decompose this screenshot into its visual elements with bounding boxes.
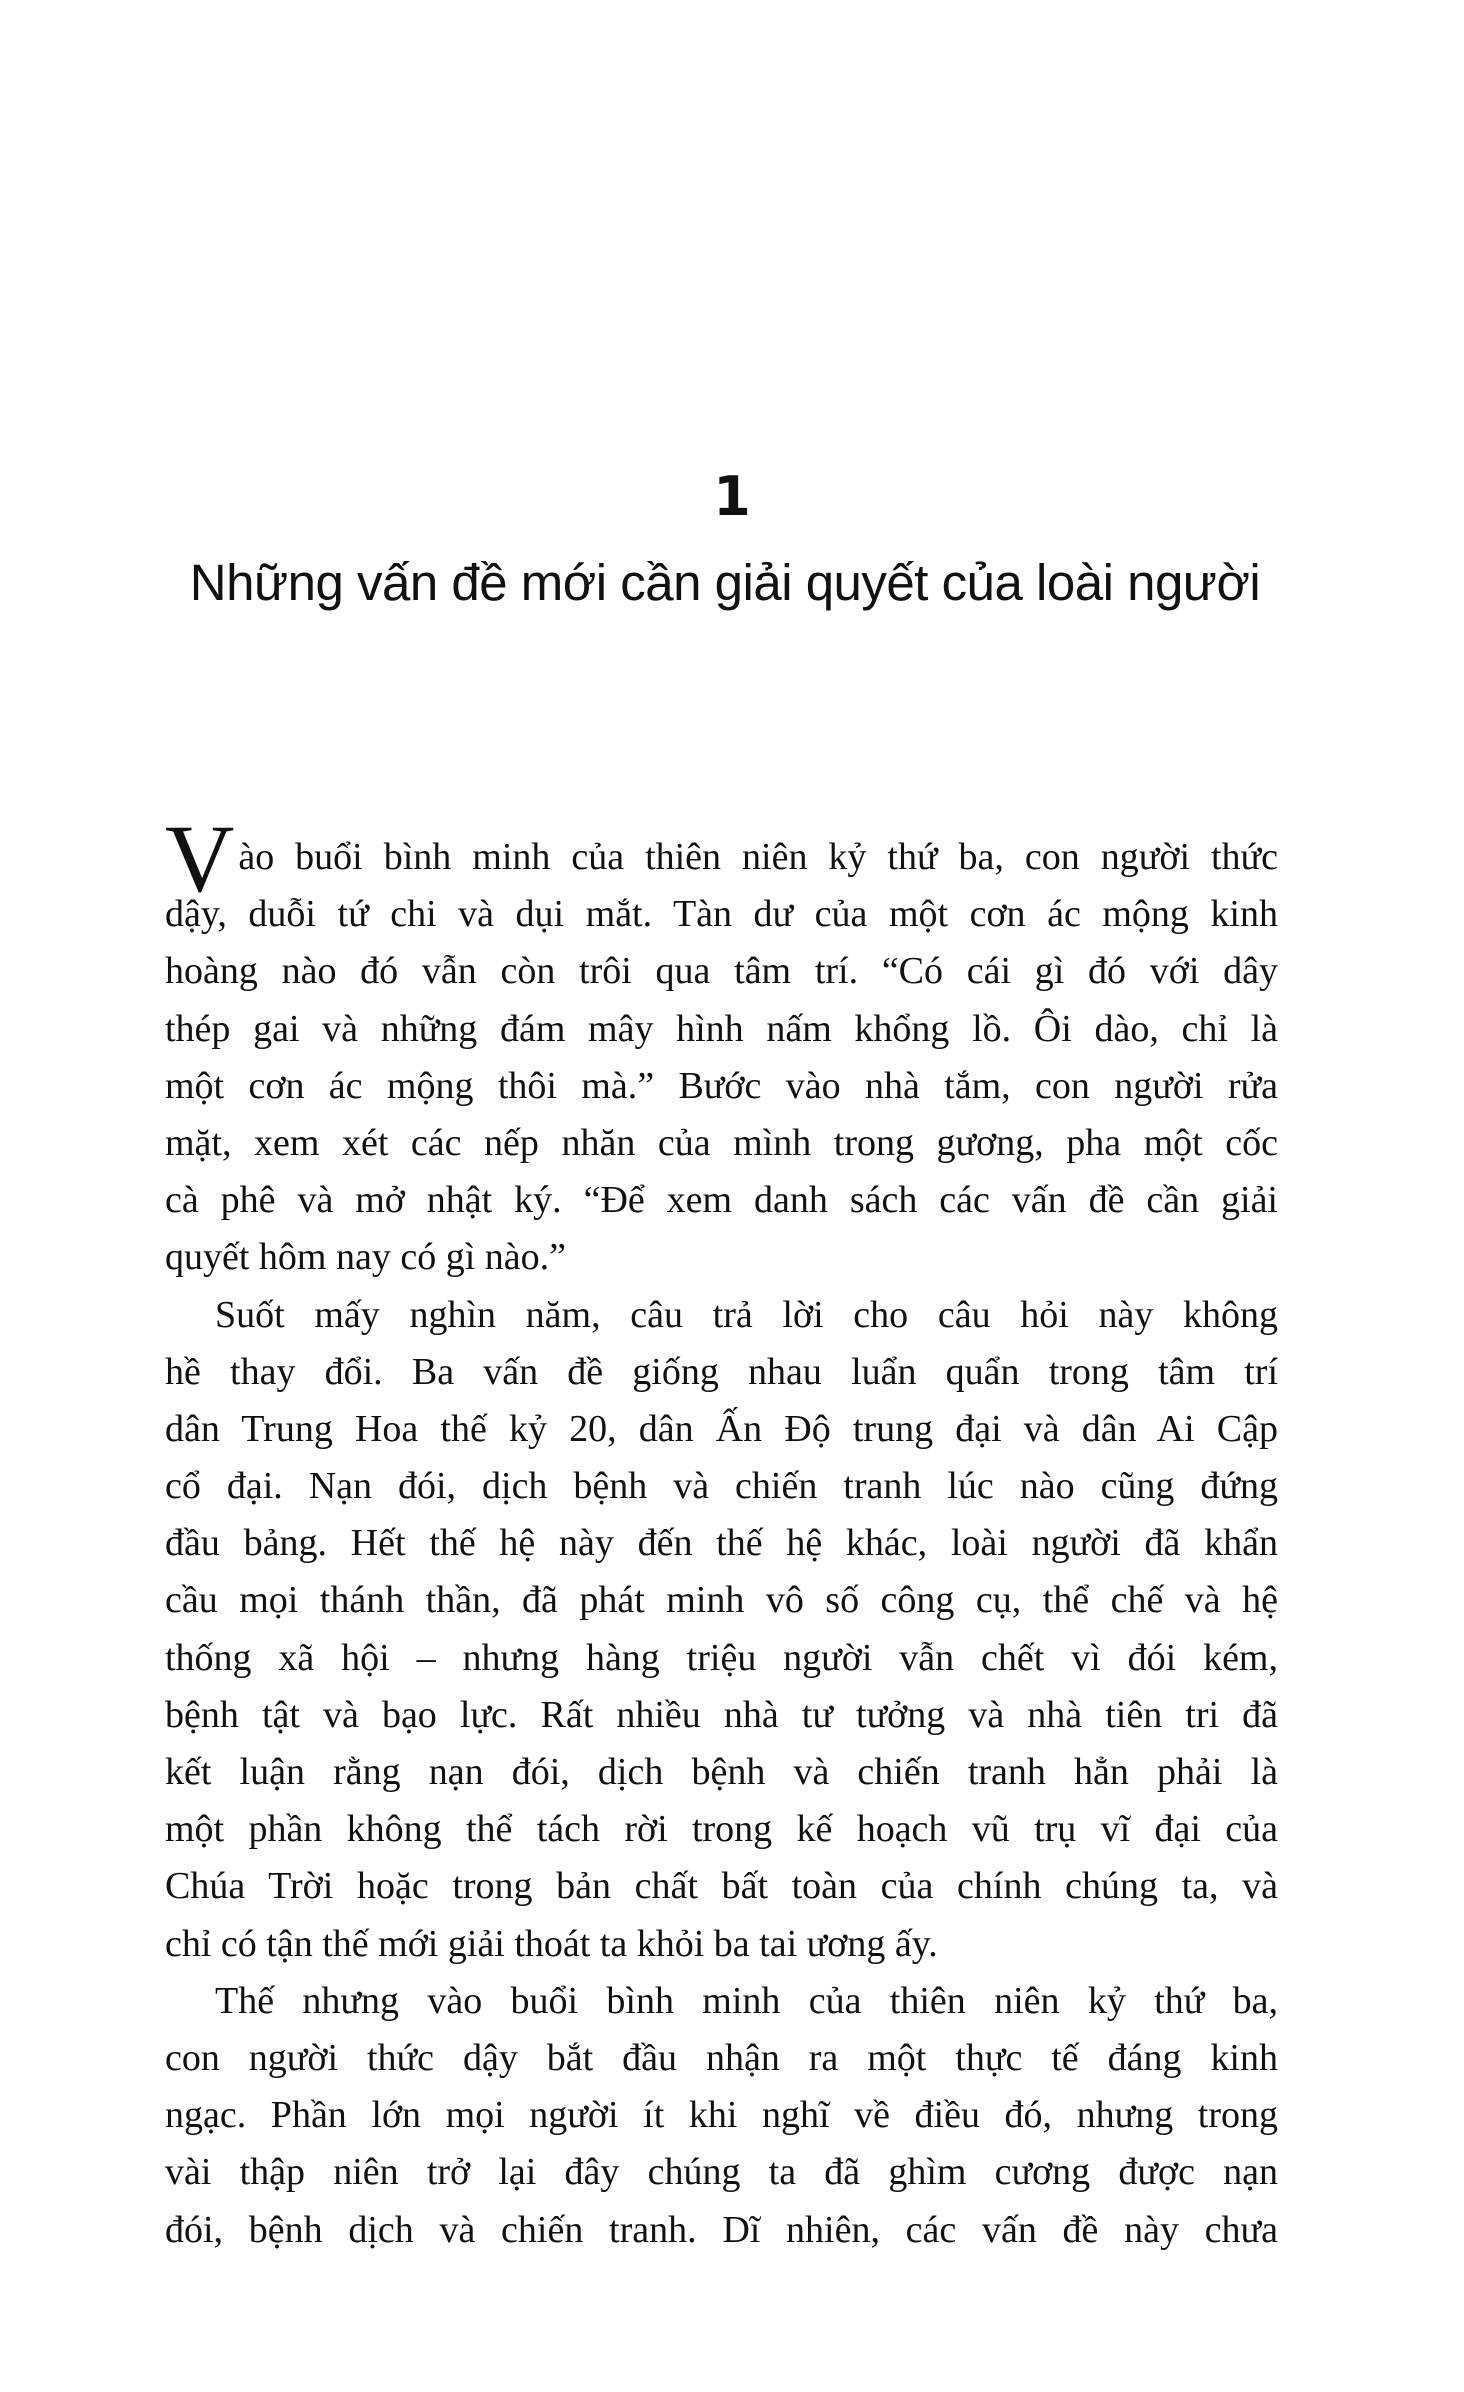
text-line [165,805,1278,912]
text-line: mặt, xem xét các nếp nhăn của mình trong gương, pha một cốc [165,1121,1278,1164]
text-line: con người thức dậy bắt đầu nhận ra một thực tế đáng kinh [165,2036,1278,2079]
text-line: dân Trung Hoa thế kỷ 20, dân Ấn Độ trung đại và dân Ai Cập [165,1407,1278,1450]
text-line: cổ đại. Nạn đói, dịch bệnh và chiến tranh lúc nào cũng đứng [165,1465,1278,1508]
text-line: Chúa Trời hoặc trong bản chất bất toàn của chính chúng ta, và [165,1865,1278,1908]
text-line: kết luận rằng nạn đói, dịch bệnh và chiến tranh hẳn phải là [165,1751,1278,1793]
text-line-content: ào buổi bình minh của thiên niên kỷ thứ ba, con người thức [238,836,1278,878]
body-text [165,805,1278,2259]
text-line: thép gai và những đám mây hình nấm khổng lồ. Ôi dào, chỉ là [165,1007,1278,1050]
text-line: Suốt mấy nghìn năm, câu trả lời cho câu hỏi này không [215,1293,1278,1336]
text-line: ngạc. Phần lớn mọi người ít khi nghĩ về điều đó, nhưng trong [165,2094,1278,2137]
chapter-number: 1 [713,465,751,528]
text-line: dậy, duỗi tứ chi và dụi mắt. Tàn dư của một cơn ác mộng kinh [165,893,1278,936]
text-line: một phần không thể tách rời trong kế hoạch vũ trụ vĩ đại của [165,1808,1278,1851]
drop-cap: V [165,805,235,912]
text-line: hoàng nào đó vẫn còn trôi qua tâm trí. “Có cái gì đó với dây [165,950,1278,993]
paragraph [165,1973,1278,2259]
text-line: Thế nhưng vào buổi bình minh của thiên niên kỷ thứ ba, [215,1979,1278,2022]
text-line: bệnh tật và bạo lực. Rất nhiều nhà tư tưởng và nhà tiên tri đã [165,1693,1278,1736]
text-line: hề thay đổi. Ba vấn đề giống nhau luẩn quẩn trong tâm trí [165,1350,1278,1393]
text-line: đói, bệnh dịch và chiến tranh. Dĩ nhiên, các vấn đề này chưa [165,2208,1278,2251]
text-line: một cơn ác mộng thôi mà.” Bước vào nhà tắm, con người rửa [165,1064,1278,1107]
text-line: thống xã hội – nhưng hàng triệu người vẫn chết vì đói kém, [165,1636,1278,1679]
paragraph [165,1287,1278,1973]
text-line: đầu bảng. Hết thế hệ này đến thế hệ khác, loài người đã khẩn [165,1522,1278,1565]
text-line: cầu mọi thánh thần, đã phát minh vô số công cụ, thể chế và hệ [165,1579,1278,1622]
paragraph [165,805,1278,1287]
text-line: chỉ có tận thế mới giải thoát ta khỏi ba tai ương ấy. [165,1922,938,1965]
chapter-title: Những vấn đề mới cần giải quyết của loài người [189,554,1261,611]
text-line: vài thập niên trở lại đây chúng ta đã ghìm cương được nạn [165,2151,1278,2194]
text-line: cà phê và mở nhật ký. “Để xem danh sách các vấn đề cần giải [165,1179,1278,1222]
text-line: quyết hôm nay có gì nào.” [165,1236,567,1279]
